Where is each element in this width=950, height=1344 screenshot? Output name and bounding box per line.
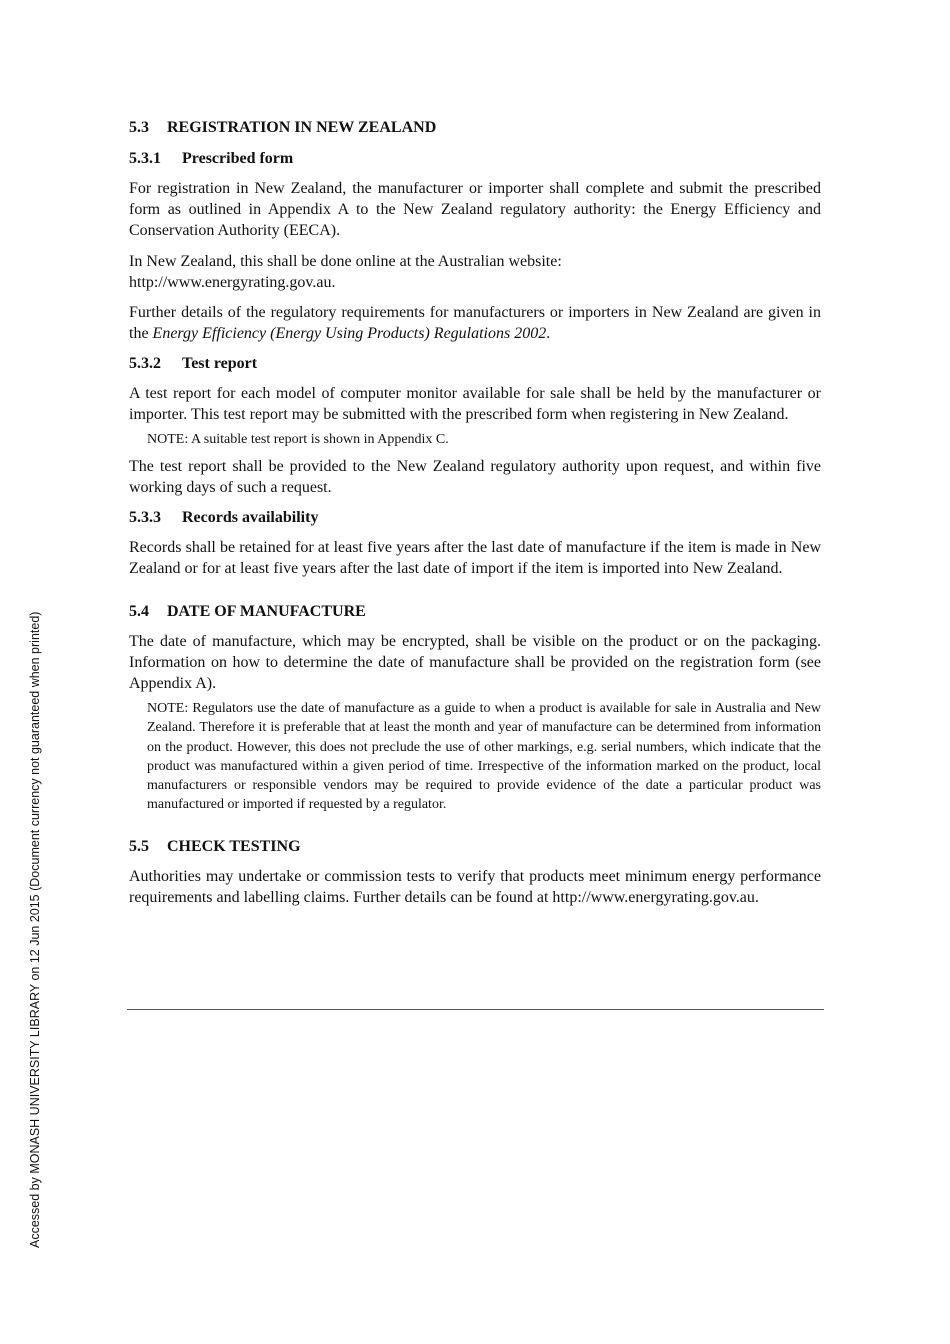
section-title: REGISTRATION IN NEW ZEALAND bbox=[167, 119, 437, 136]
section-heading-5-5 bbox=[129, 836, 821, 857]
website-link[interactable]: http://www.energyrating.gov.au. bbox=[129, 274, 336, 291]
paragraph: Records shall be retained for at least five years after the last date of manufacture if the item is made in New Zealand or for at least five years after the last date of import if the item is imported into New Zealand. bbox=[129, 539, 821, 578]
regulation-title: Energy Efficiency (Energy Using Products) Regulations 2002 bbox=[152, 325, 547, 342]
section-number: 5.4 bbox=[129, 603, 149, 621]
paragraph: The test report shall be provided to the New Zealand regulatory authority upon request, and within five working days of such a request. bbox=[129, 458, 821, 497]
subsection-heading-5-3-1 bbox=[129, 148, 821, 169]
paragraph: For registration in New Zealand, the manufacturer or importer shall complete and submit the prescribed form as outlined in Appendix A to the New Zealand regulatory authority: the Energy Efficiency and Conservation Authority (EECA). bbox=[129, 180, 821, 239]
section-number: 5.5 bbox=[129, 838, 149, 856]
subsection-number: 5.3.2 bbox=[129, 355, 161, 372]
paragraph-text: Further details of the regulatory requirements for manufacturers or importers in New Zealand are given in the bbox=[129, 304, 821, 342]
section-title: DATE OF MANUFACTURE bbox=[167, 603, 366, 621]
section-heading-5-3 bbox=[129, 117, 821, 138]
subsection-heading-5-3-3 bbox=[129, 507, 821, 528]
note: NOTE: A suitable test report is shown in Appendix C. bbox=[147, 432, 449, 447]
paragraph: Authorities may undertake or commission tests to verify that products meet minimum energy performance requirements and labelling claims. Further details can be found at http://www.energyrating.gov.au. bbox=[129, 868, 821, 907]
paragraph bbox=[129, 302, 821, 344]
paragraph: The date of manufacture, which may be encrypted, shall be visible on the product or on the packaging. Information on how to determine the date of manufacture shall be provided on the registration form (see Appendix A). bbox=[129, 633, 821, 693]
document-body bbox=[129, 117, 821, 908]
section-heading-5-4 bbox=[129, 601, 821, 622]
access-watermark: Accessed by MONASH UNIVERSITY LIBRARY on 12 Jun 2015 (Document currency not guaranteed when printed) bbox=[28, 611, 42, 1248]
subsection-heading-5-3-2 bbox=[129, 353, 821, 374]
subsection-title: Test report bbox=[182, 355, 258, 372]
note: NOTE: Regulators use the date of manufacture as a guide to when a product is available for sale in Australia and New Zealand. Therefore it is preferable that at least the month and year of manufacture can be determined from information on the product. However, this does not preclude the use of other markings, e.g. serial numbers, which indicate that the product was manufactured within a given period of time. Irrespective of the information marked on the product, local manufacturers or responsible vendors may be required to provide evidence of the date a particular product was manufactured or imported if requested by a regulator. bbox=[147, 701, 821, 813]
paragraph: A test report for each model of computer monitor available for sale shall be held by the manufacturer or importer. This test report may be submitted with the prescribed form when registering in New Zealand. bbox=[129, 385, 821, 423]
subsection-title: Records availability bbox=[182, 509, 319, 527]
section-number: 5.3 bbox=[129, 119, 149, 136]
subsection-number: 5.3.3 bbox=[129, 509, 161, 527]
subsection-title: Prescribed form bbox=[182, 150, 294, 167]
section-title: CHECK TESTING bbox=[167, 838, 301, 856]
paragraph-text: In New Zealand, this shall be done online at the Australian website: bbox=[129, 253, 562, 270]
end-rule bbox=[127, 1009, 824, 1010]
paragraph-text: . bbox=[546, 325, 551, 342]
paragraph bbox=[129, 251, 821, 293]
subsection-number: 5.3.1 bbox=[129, 150, 161, 167]
